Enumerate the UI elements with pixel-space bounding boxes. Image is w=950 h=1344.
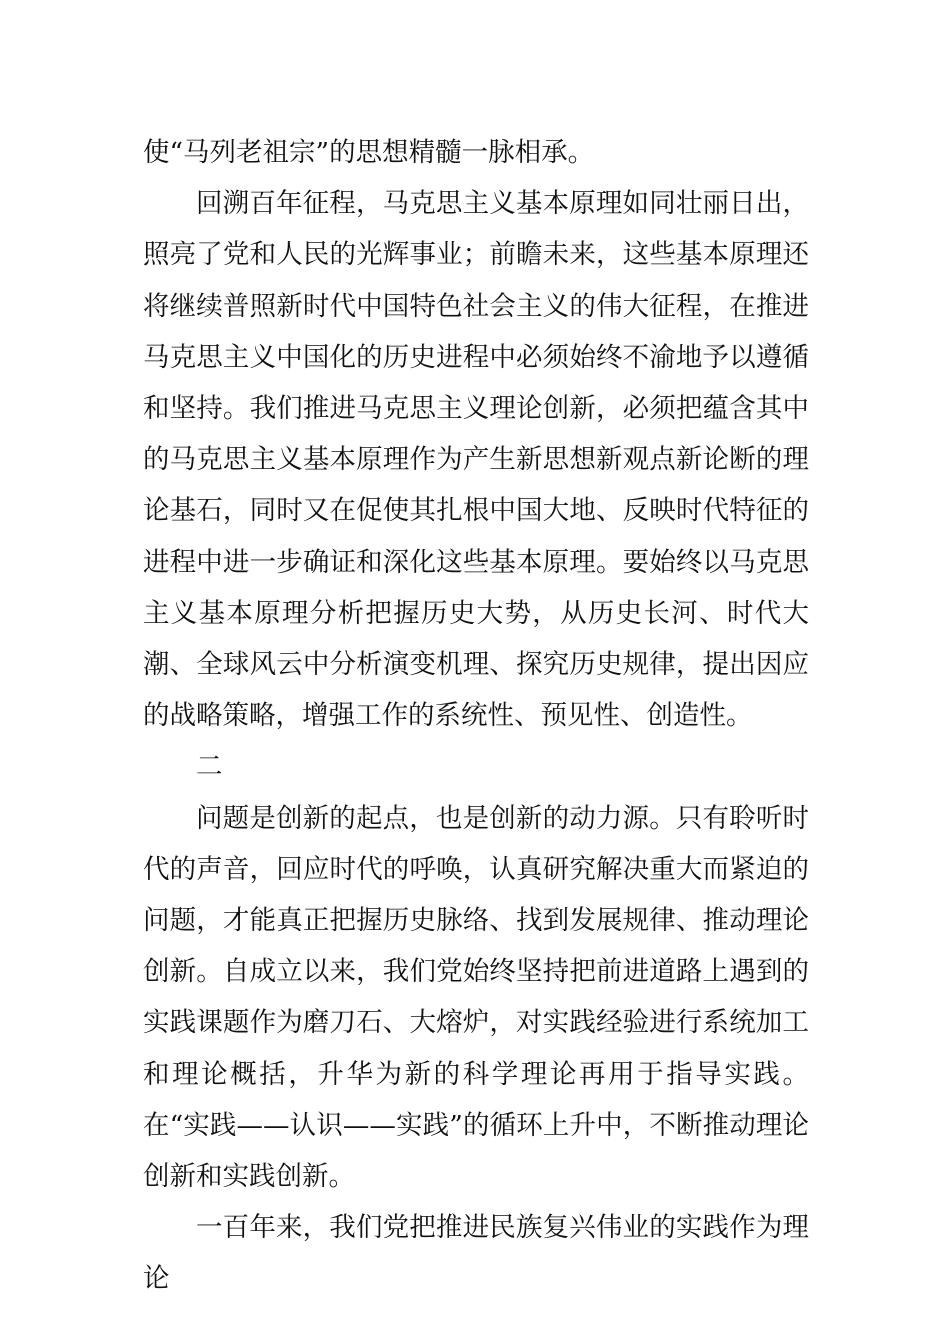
paragraph-continuation: 使“马列老祖宗”的思想精髓一脉相承。 [143,137,595,168]
paragraph-problem-innovation: 问题是创新的起点，也是创新的动力源。只有聆听时代的声音，回应时代的呼唤，认真研究解决重大而紧迫的问题，才能真正把握历史脉络、找到发展规律、推动理论创新。自成立以来，我们党始终坚持把前进道路上遇到的实践课题作为磨刀石、大熔炉，对实践经验进行系统加工和理论概括，升华为新的科学理论再用于指导实践。在“实践——认识——实践”的循环上升中，不断推动理论创新和实践创新。 [143,802,809,1193]
paragraph-hundred-years: 一百年来，我们党把推进民族复兴伟业的实践作为理论 [143,1212,809,1295]
section-heading-two: 二 [196,751,223,783]
document-body [143,127,809,1305]
paragraph-basic-principles: 回溯百年征程，马克思主义基本原理如同壮丽日出，照亮了党和人民的光辉事业；前瞻未来，这些基本原理还将继续普照新时代中国特色社会主义的伟大征程，在推进马克思主义中国化的历史进程中必须始终不渝地予以遵循和坚持。我们推进马克思主义理论创新，必须把蕴含其中的马克思主义基本原理作为产生新思想新观点新论断的理论基石，同时又在促使其扎根中国大地、反映时代特征的进程中进一步确证和深化这些基本原理。要始终以马克思主义基本原理分析把握历史大势，从历史长河、时代大潮、全球风云中分析演变机理、探究历史规律，提出因应的战略策略，增强工作的系统性、预见性、创造性。 [143,188,809,732]
